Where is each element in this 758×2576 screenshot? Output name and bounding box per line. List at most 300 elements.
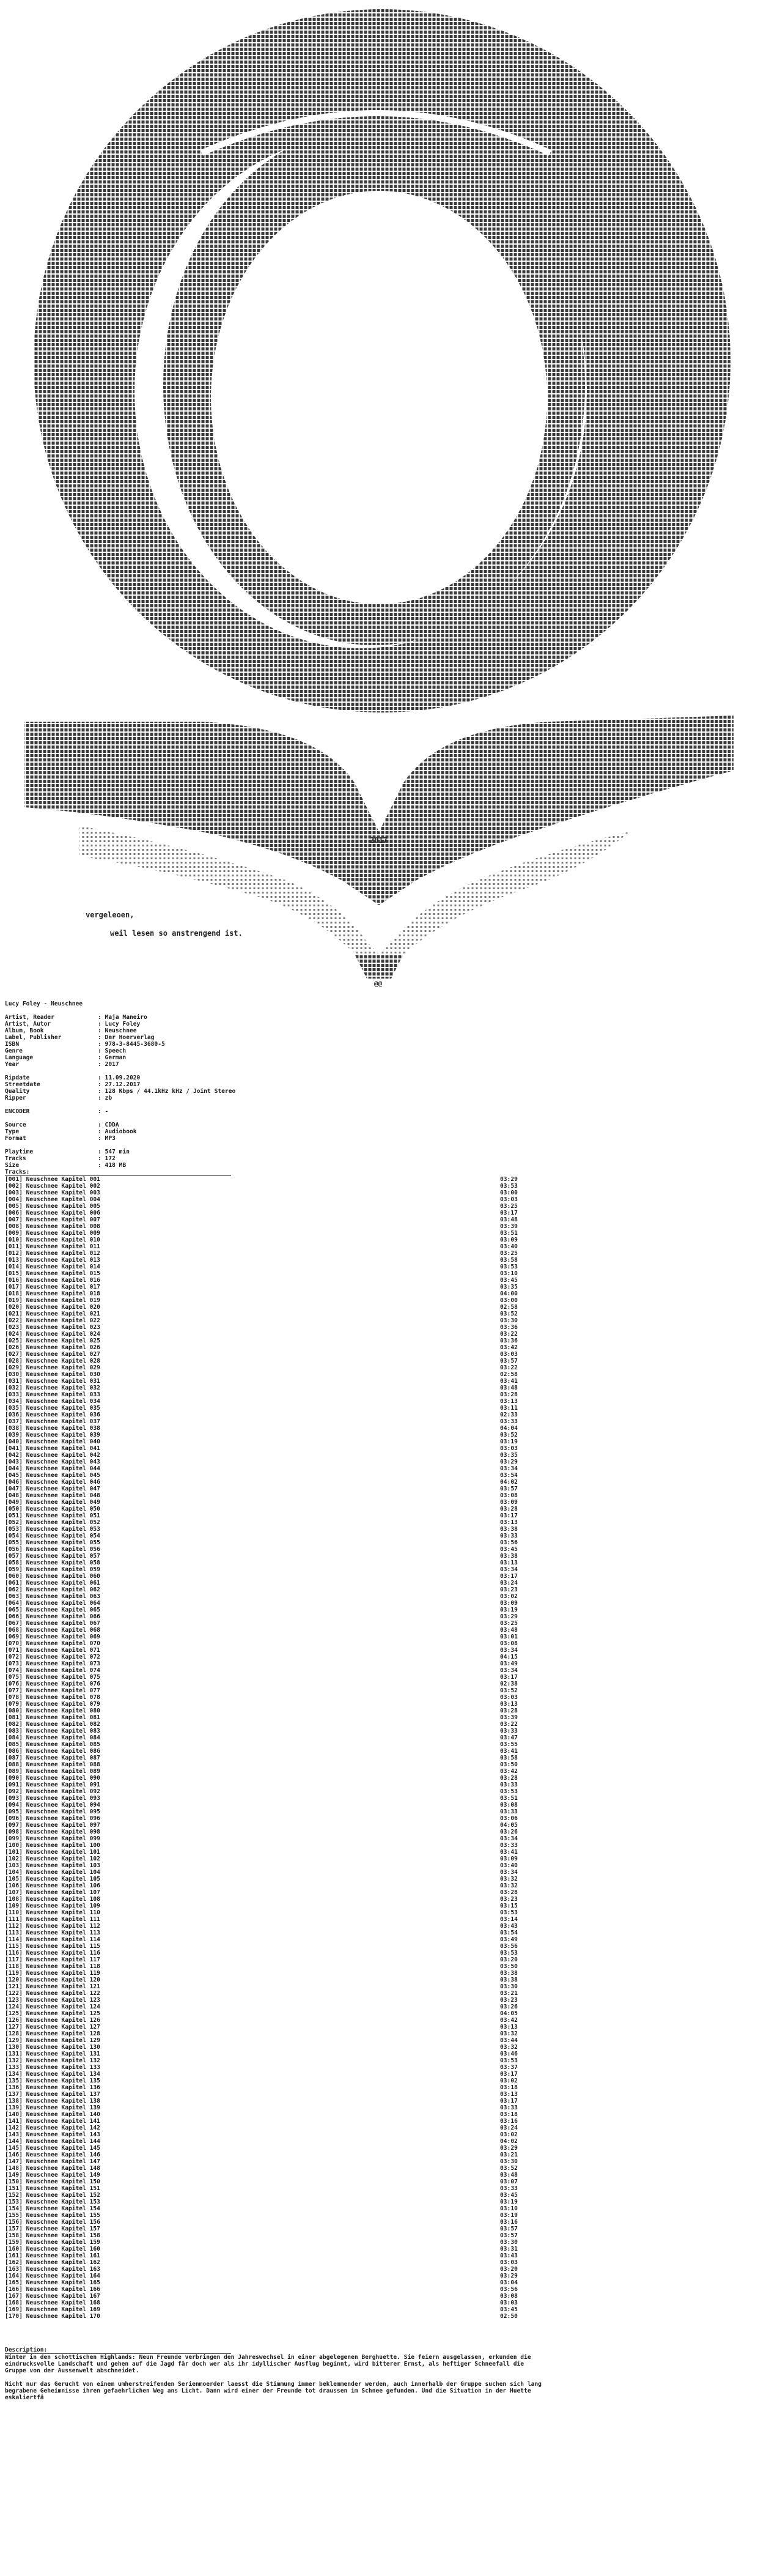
track-row <box>5 1364 753 1371</box>
track-row <box>5 1896 753 1903</box>
track-row <box>5 2165 753 2172</box>
info-key: Language <box>5 1054 34 1061</box>
info-key: Type <box>5 1128 20 1135</box>
track-duration: 03:48 <box>500 1216 518 1223</box>
track-row <box>5 1358 753 1364</box>
track-duration: 03:35 <box>500 1284 518 1290</box>
track-duration: 03:53 <box>500 1909 518 1916</box>
info-key: Album, Book <box>5 1027 44 1034</box>
track-row <box>5 2111 753 2118</box>
track-title: [160] Neuschnee Kapitel 160 <box>5 2246 100 2252</box>
track-row <box>5 1573 753 1580</box>
info-row <box>5 1128 753 1135</box>
info-value: : zb <box>98 1095 112 1101</box>
track-row <box>5 1405 753 1412</box>
info-key: Format <box>5 1135 26 1142</box>
track-row <box>5 2071 753 2078</box>
track-row <box>5 1862 753 1869</box>
track-row <box>5 1741 753 1748</box>
track-duration: 03:47 <box>500 1734 518 1741</box>
track-duration: 02:58 <box>500 1304 518 1311</box>
track-duration: 03:22 <box>500 1364 518 1371</box>
track-row <box>5 1452 753 1459</box>
track-row <box>5 1970 753 1977</box>
description-text <box>5 2354 543 2401</box>
track-row <box>5 1829 753 1835</box>
track-title: [054] Neuschnee Kapitel 054 <box>5 1533 100 1539</box>
track-duration: 03:17 <box>500 1210 518 1216</box>
track-duration: 03:50 <box>500 1963 518 1970</box>
track-title: [024] Neuschnee Kapitel 024 <box>5 1331 100 1338</box>
track-title: [028] Neuschnee Kapitel 028 <box>5 1358 100 1364</box>
track-row <box>5 1916 753 1923</box>
track-title: [167] Neuschnee Kapitel 167 <box>5 2293 100 2300</box>
track-duration: 03:56 <box>500 2286 518 2293</box>
track-title: [127] Neuschnee Kapitel 127 <box>5 2024 100 2030</box>
track-row <box>5 1311 753 1317</box>
art-tagline-2: weil lesen so anstrengend ist. <box>110 929 243 938</box>
track-duration: 03:36 <box>500 1338 518 1344</box>
info-value: : MP3 <box>98 1135 116 1142</box>
track-row <box>5 2286 753 2293</box>
track-duration: 03:52 <box>500 2165 518 2172</box>
track-row <box>5 1654 753 1660</box>
track-row <box>5 1243 753 1250</box>
info-row <box>5 1054 753 1061</box>
track-title: [026] Neuschnee Kapitel 026 <box>5 1344 100 1351</box>
track-title: [106] Neuschnee Kapitel 106 <box>5 1882 100 1889</box>
track-row <box>5 2051 753 2057</box>
track-title: [136] Neuschnee Kapitel 136 <box>5 2084 100 2091</box>
track-row <box>5 1593 753 1600</box>
track-duration: 03:57 <box>500 1358 518 1364</box>
track-row <box>5 2313 753 2320</box>
track-duration: 03:49 <box>500 1936 518 1943</box>
track-row <box>5 2199 753 2205</box>
track-row <box>5 1734 753 1741</box>
track-duration: 03:33 <box>500 1728 518 1734</box>
track-title: [144] Neuschnee Kapitel 144 <box>5 2138 100 2145</box>
track-title: [016] Neuschnee Kapitel 016 <box>5 1277 100 1284</box>
track-row <box>5 1721 753 1728</box>
track-row <box>5 1728 753 1734</box>
track-duration: 03:02 <box>500 2078 518 2084</box>
track-row <box>5 1687 753 1694</box>
track-row <box>5 2091 753 2098</box>
track-duration: 03:56 <box>500 1943 518 1950</box>
track-duration: 03:51 <box>500 1230 518 1237</box>
track-duration: 03:48 <box>500 1627 518 1634</box>
track-duration: 03:09 <box>500 1856 518 1862</box>
info-row <box>5 1155 753 1162</box>
track-duration: 03:08 <box>500 1492 518 1499</box>
track-title: [161] Neuschnee Kapitel 161 <box>5 2252 100 2259</box>
track-row <box>5 1526 753 1533</box>
track-duration: 03:41 <box>500 1748 518 1755</box>
track-row <box>5 1351 753 1358</box>
track-duration: 03:19 <box>500 2212 518 2219</box>
info-value: : 11.09.2020 <box>98 1075 141 1081</box>
track-row <box>5 1983 753 1990</box>
track-duration: 04:00 <box>500 1290 518 1297</box>
track-row <box>5 1956 753 1963</box>
track-row <box>5 1808 753 1815</box>
track-title: [112] Neuschnee Kapitel 112 <box>5 1923 100 1930</box>
track-duration: 03:43 <box>500 1923 518 1930</box>
track-title: [056] Neuschnee Kapitel 056 <box>5 1546 100 1553</box>
track-title: [052] Neuschnee Kapitel 052 <box>5 1519 100 1526</box>
track-row <box>5 1230 753 1237</box>
track-title: [079] Neuschnee Kapitel 079 <box>5 1701 100 1708</box>
track-row <box>5 1506 753 1512</box>
track-row <box>5 1486 753 1492</box>
track-duration: 03:18 <box>500 2084 518 2091</box>
track-title: [008] Neuschnee Kapitel 008 <box>5 1223 100 1230</box>
track-duration: 03:52 <box>500 1311 518 1317</box>
track-row <box>5 1634 753 1640</box>
track-duration: 03:53 <box>500 1950 518 1956</box>
track-duration: 03:45 <box>500 2306 518 2313</box>
track-title: [073] Neuschnee Kapitel 073 <box>5 1660 100 1667</box>
track-duration: 03:28 <box>500 1506 518 1512</box>
track-duration: 03:33 <box>500 1418 518 1425</box>
info-key: Ripper <box>5 1095 26 1101</box>
art-tagline-1: vergeleoen, <box>86 911 134 919</box>
track-title: [065] Neuschnee Kapitel 065 <box>5 1607 100 1613</box>
info-key: Tracks <box>5 1155 26 1162</box>
track-duration: 03:15 <box>500 1903 518 1909</box>
track-title: [132] Neuschnee Kapitel 132 <box>5 2057 100 2064</box>
track-title: [045] Neuschnee Kapitel 045 <box>5 1472 100 1479</box>
track-duration: 03:58 <box>500 1755 518 1761</box>
track-row <box>5 1438 753 1445</box>
track-title: [122] Neuschnee Kapitel 122 <box>5 1990 100 1997</box>
track-title: [029] Neuschnee Kapitel 029 <box>5 1364 100 1371</box>
track-title: [087] Neuschnee Kapitel 087 <box>5 1755 100 1761</box>
track-title: [032] Neuschnee Kapitel 032 <box>5 1385 100 1391</box>
track-title: [092] Neuschnee Kapitel 092 <box>5 1788 100 1795</box>
track-title: [134] Neuschnee Kapitel 134 <box>5 2071 100 2078</box>
track-row <box>5 2010 753 2017</box>
track-title: [011] Neuschnee Kapitel 011 <box>5 1243 100 1250</box>
track-row <box>5 1412 753 1418</box>
info-row <box>5 1081 753 1088</box>
track-title: [037] Neuschnee Kapitel 037 <box>5 1418 100 1425</box>
track-duration: 03:38 <box>500 1553 518 1560</box>
track-row <box>5 2212 753 2219</box>
track-row <box>5 1190 753 1196</box>
track-duration: 03:29 <box>500 1459 518 1465</box>
track-duration: 03:33 <box>500 2104 518 2111</box>
track-row <box>5 2306 753 2313</box>
track-duration: 03:03 <box>500 2300 518 2306</box>
description-paragraph: Winter in den schottischen Highlands: Neun Freunde verbringen den Jahreswechsel in einer abgelegenen Berghuette. Sie feiern ausgelassen, erkunden die eindrucksvolle Landschaft und gehen auf die Jagd fär doch wer als ihr idyllischer Ausflug beginnt, wird bitterer Ernst, als heftiger Schneefall die Gruppe von der Aussenwelt abschneidet. <box>5 2354 531 2374</box>
track-duration: 03:41 <box>500 1378 518 1385</box>
track-row <box>5 1963 753 1970</box>
track-duration: 03:09 <box>500 1237 518 1243</box>
track-row <box>5 1237 753 1243</box>
track-duration: 03:34 <box>500 1667 518 1674</box>
track-title: [040] Neuschnee Kapitel 040 <box>5 1438 100 1445</box>
track-title: [038] Neuschnee Kapitel 038 <box>5 1425 100 1432</box>
track-title: [084] Neuschnee Kapitel 084 <box>5 1734 100 1741</box>
track-duration: 03:19 <box>500 1438 518 1445</box>
track-duration: 03:04 <box>500 2279 518 2286</box>
track-duration: 03:34 <box>500 1835 518 1842</box>
track-duration: 03:34 <box>500 1465 518 1472</box>
track-duration: 03:19 <box>500 2199 518 2205</box>
track-duration: 03:53 <box>500 2057 518 2064</box>
release-heading: Lucy Foley - Neuschnee <box>5 1001 83 1007</box>
track-title: [059] Neuschnee Kapitel 059 <box>5 1566 100 1573</box>
track-row <box>5 1889 753 1896</box>
track-title: [133] Neuschnee Kapitel 133 <box>5 2064 100 2071</box>
track-duration: 03:23 <box>500 1896 518 1903</box>
track-row <box>5 2273 753 2279</box>
track-title: [049] Neuschnee Kapitel 049 <box>5 1499 100 1506</box>
track-duration: 03:21 <box>500 2152 518 2158</box>
track-duration: 03:26 <box>500 2004 518 2010</box>
track-title: [118] Neuschnee Kapitel 118 <box>5 1963 100 1970</box>
track-row <box>5 2192 753 2199</box>
track-duration: 03:53 <box>500 1264 518 1270</box>
track-title: [078] Neuschnee Kapitel 078 <box>5 1694 100 1701</box>
track-duration: 03:30 <box>500 1983 518 1990</box>
track-duration: 03:57 <box>500 1486 518 1492</box>
track-duration: 03:34 <box>500 1566 518 1573</box>
track-duration: 03:02 <box>500 1593 518 1600</box>
track-title: [046] Neuschnee Kapitel 046 <box>5 1479 100 1486</box>
track-title: [166] Neuschnee Kapitel 166 <box>5 2286 100 2293</box>
track-title: [030] Neuschnee Kapitel 030 <box>5 1371 100 1378</box>
track-title: [022] Neuschnee Kapitel 022 <box>5 1317 100 1324</box>
track-duration: 03:32 <box>500 2030 518 2037</box>
track-duration: 03:56 <box>500 1539 518 1546</box>
track-duration: 04:05 <box>500 2010 518 2017</box>
info-key: Source <box>5 1122 26 1128</box>
track-row <box>5 1936 753 1943</box>
track-row <box>5 1284 753 1290</box>
track-duration: 03:38 <box>500 1977 518 1983</box>
track-duration: 03:07 <box>500 2178 518 2185</box>
track-title: [168] Neuschnee Kapitel 168 <box>5 2300 100 2306</box>
track-duration: 03:25 <box>500 1620 518 1627</box>
track-duration: 02:50 <box>500 2313 518 2320</box>
track-title: [170] Neuschnee Kapitel 170 <box>5 2313 100 2320</box>
track-row <box>5 1788 753 1795</box>
track-row <box>5 2293 753 2300</box>
track-duration: 03:25 <box>500 1203 518 1210</box>
track-row <box>5 1842 753 1849</box>
track-title: [113] Neuschnee Kapitel 113 <box>5 1930 100 1936</box>
track-row <box>5 1775 753 1782</box>
track-row <box>5 1371 753 1378</box>
track-duration: 03:24 <box>500 2125 518 2131</box>
track-row <box>5 1519 753 1526</box>
track-row <box>5 2158 753 2165</box>
track-title: [094] Neuschnee Kapitel 094 <box>5 1802 100 1808</box>
track-row <box>5 1324 753 1331</box>
track-row <box>5 1748 753 1755</box>
track-duration: 03:20 <box>500 2266 518 2273</box>
track-duration: 03:17 <box>500 1512 518 1519</box>
track-title: [006] Neuschnee Kapitel 006 <box>5 1210 100 1216</box>
track-row <box>5 2279 753 2286</box>
track-title: [067] Neuschnee Kapitel 067 <box>5 1620 100 1627</box>
track-duration: 03:00 <box>500 1190 518 1196</box>
track-title: [126] Neuschnee Kapitel 126 <box>5 2017 100 2024</box>
track-duration: 03:32 <box>500 1876 518 1882</box>
track-row <box>5 1216 753 1223</box>
track-row <box>5 2030 753 2037</box>
info-key: Streetdate <box>5 1081 40 1088</box>
track-title: [140] Neuschnee Kapitel 140 <box>5 2111 100 2118</box>
track-duration: 04:15 <box>500 1654 518 1660</box>
track-duration: 03:13 <box>500 1560 518 1566</box>
track-row <box>5 1459 753 1465</box>
track-row <box>5 1533 753 1539</box>
art-tail: @@ <box>374 980 383 988</box>
info-row <box>5 1075 753 1081</box>
track-title: [015] Neuschnee Kapitel 015 <box>5 1270 100 1277</box>
track-duration: 03:57 <box>500 2232 518 2239</box>
track-row <box>5 2125 753 2131</box>
track-duration: 03:09 <box>500 1600 518 1607</box>
track-duration: 03:29 <box>500 2145 518 2152</box>
track-duration: 03:16 <box>500 2219 518 2226</box>
info-key: Genre <box>5 1048 23 1054</box>
track-title: [062] Neuschnee Kapitel 062 <box>5 1586 100 1593</box>
track-title: [031] Neuschnee Kapitel 031 <box>5 1378 100 1385</box>
track-duration: 03:34 <box>500 1869 518 1876</box>
track-duration: 03:13 <box>500 1398 518 1405</box>
track-row <box>5 1923 753 1930</box>
info-value: : 547 min <box>98 1149 130 1155</box>
info-value: : Speech <box>98 1048 127 1054</box>
track-duration: 03:06 <box>500 1815 518 1822</box>
track-row <box>5 2226 753 2232</box>
track-duration: 03:13 <box>500 2024 518 2030</box>
track-duration: 03:52 <box>500 1432 518 1438</box>
track-duration: 03:42 <box>500 1768 518 1775</box>
track-duration: 04:05 <box>500 1822 518 1829</box>
track-row <box>5 2172 753 2178</box>
track-duration: 03:33 <box>500 1533 518 1539</box>
track-row <box>5 1277 753 1284</box>
track-title: [131] Neuschnee Kapitel 131 <box>5 2051 100 2057</box>
track-row <box>5 2300 753 2306</box>
track-title: [063] Neuschnee Kapitel 063 <box>5 1593 100 1600</box>
track-duration: 03:32 <box>500 2044 518 2051</box>
track-title: [152] Neuschnee Kapitel 152 <box>5 2192 100 2199</box>
tracks-label: Tracks: <box>5 1169 30 1175</box>
track-row <box>5 1331 753 1338</box>
track-row <box>5 2185 753 2192</box>
info-row <box>5 1095 753 1101</box>
track-duration: 03:18 <box>500 2111 518 2118</box>
track-title: [007] Neuschnee Kapitel 007 <box>5 1216 100 1223</box>
track-duration: 03:46 <box>500 2051 518 2057</box>
track-duration: 03:08 <box>500 1802 518 1808</box>
track-row <box>5 1378 753 1385</box>
track-duration: 03:13 <box>500 1701 518 1708</box>
track-duration: 03:54 <box>500 1472 518 1479</box>
track-row <box>5 1950 753 1956</box>
ascii-logo-art <box>0 0 758 1003</box>
track-duration: 03:17 <box>500 1674 518 1681</box>
track-row <box>5 1472 753 1479</box>
track-title: [048] Neuschnee Kapitel 048 <box>5 1492 100 1499</box>
track-duration: 03:53 <box>500 1788 518 1795</box>
track-duration: 03:09 <box>500 1499 518 1506</box>
track-duration: 03:13 <box>500 2091 518 2098</box>
track-row <box>5 2017 753 2024</box>
track-title: [066] Neuschnee Kapitel 066 <box>5 1613 100 1620</box>
track-title: [069] Neuschnee Kapitel 069 <box>5 1634 100 1640</box>
track-title: [109] Neuschnee Kapitel 109 <box>5 1903 100 1909</box>
track-row <box>5 1681 753 1687</box>
track-row <box>5 1647 753 1654</box>
track-row <box>5 2219 753 2226</box>
track-duration: 03:19 <box>500 1607 518 1613</box>
track-row <box>5 1560 753 1566</box>
track-title: [086] Neuschnee Kapitel 086 <box>5 1748 100 1755</box>
track-title: [002] Neuschnee Kapitel 002 <box>5 1183 100 1190</box>
track-title: [051] Neuschnee Kapitel 051 <box>5 1512 100 1519</box>
track-title: [111] Neuschnee Kapitel 111 <box>5 1916 100 1923</box>
track-title: [148] Neuschnee Kapitel 148 <box>5 2165 100 2172</box>
track-row <box>5 1492 753 1499</box>
track-title: [072] Neuschnee Kapitel 072 <box>5 1654 100 1660</box>
track-row <box>5 1882 753 1889</box>
track-title: [014] Neuschnee Kapitel 014 <box>5 1264 100 1270</box>
track-row <box>5 1640 753 1647</box>
track-title: [003] Neuschnee Kapitel 003 <box>5 1190 100 1196</box>
track-title: [120] Neuschnee Kapitel 120 <box>5 1977 100 1983</box>
track-row <box>5 1768 753 1775</box>
track-duration: 03:30 <box>500 1317 518 1324</box>
info-row <box>5 1021 753 1027</box>
track-title: [103] Neuschnee Kapitel 103 <box>5 1862 100 1869</box>
track-row <box>5 1425 753 1432</box>
track-duration: 03:58 <box>500 1257 518 1264</box>
track-row <box>5 1600 753 1607</box>
info-value: : 2017 <box>98 1061 119 1068</box>
track-duration: 03:21 <box>500 1990 518 1997</box>
track-duration: 03:28 <box>500 1708 518 1714</box>
info-value: : Maja Maneiro <box>98 1014 147 1021</box>
track-duration: 03:08 <box>500 2293 518 2300</box>
track-title: [070] Neuschnee Kapitel 070 <box>5 1640 100 1647</box>
track-row <box>5 1479 753 1486</box>
track-row <box>5 1223 753 1230</box>
info-row <box>5 1122 753 1128</box>
track-title: [145] Neuschnee Kapitel 145 <box>5 2145 100 2152</box>
track-row <box>5 1304 753 1311</box>
description-label: Description: <box>5 2347 48 2353</box>
info-value: : 418 MB <box>98 1162 127 1169</box>
track-title: [021] Neuschnee Kapitel 021 <box>5 1311 100 1317</box>
track-title: [017] Neuschnee Kapitel 017 <box>5 1284 100 1290</box>
track-title: [123] Neuschnee Kapitel 123 <box>5 1997 100 2004</box>
track-duration: 02:58 <box>500 1371 518 1378</box>
track-duration: 03:08 <box>500 1640 518 1647</box>
track-row <box>5 1990 753 1997</box>
release-fields <box>5 1014 753 1068</box>
track-row <box>5 1250 753 1257</box>
track-title: [010] Neuschnee Kapitel 010 <box>5 1237 100 1243</box>
track-row <box>5 1391 753 1398</box>
